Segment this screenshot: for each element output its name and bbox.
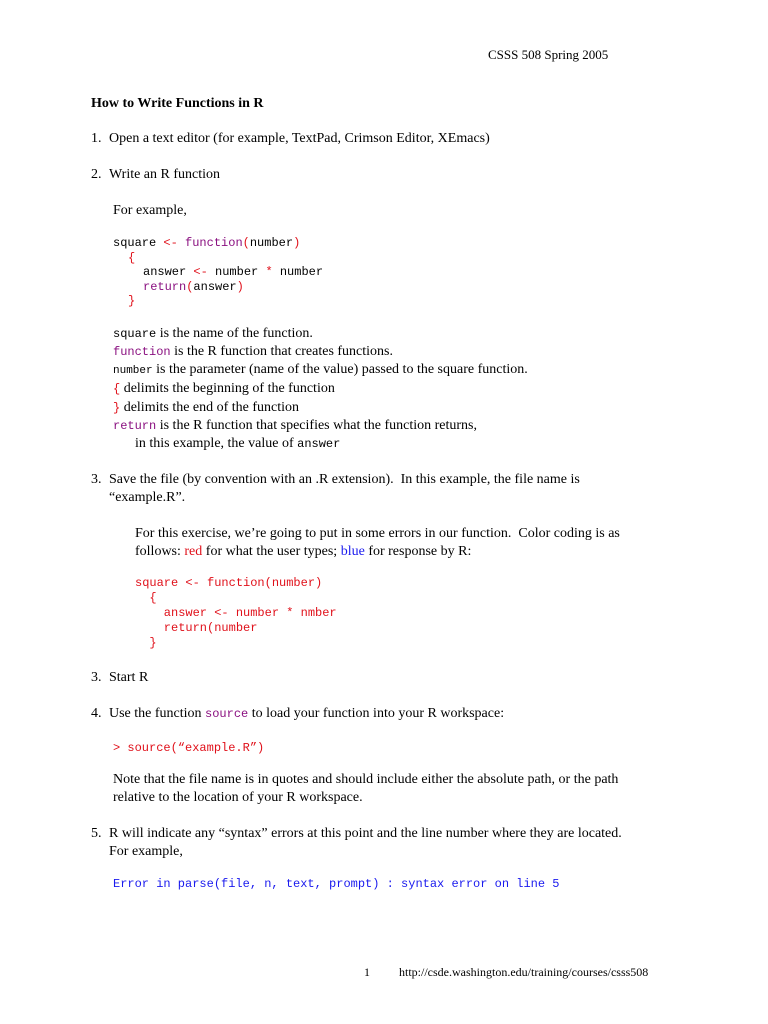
note-text: delimits the end of the function (120, 400, 300, 415)
code-arrow-2: <- (193, 265, 208, 279)
note-code: square (113, 327, 157, 341)
code-number: number (207, 265, 266, 279)
code-function-keyword: function (177, 236, 243, 250)
erroneous-code-block (135, 576, 337, 651)
step-1-text: Open a text editor (for example, TextPad, Crimson Editor, XEmacs) (109, 131, 490, 146)
code-multiply: * (265, 265, 273, 279)
step-4-source-code: source (205, 707, 249, 721)
note-text: is the parameter (name of the value) passed to the square function. (152, 362, 528, 377)
exercise-blue-word: blue (340, 544, 365, 559)
step-4-text-b: to load your function into your R workspace: (248, 706, 505, 721)
note-text: is the R function that specifies what the function returns, (156, 418, 477, 433)
note-text: is the name of the function. (156, 326, 313, 341)
code-close-brace: } (128, 294, 136, 308)
step-2-for-example: For example, (113, 203, 187, 218)
step-3-line-2: “example.R”. (109, 490, 186, 505)
code-line-4 (143, 278, 244, 296)
note-text: delimits the beginning of the function (120, 381, 335, 396)
step-4-note-line-1: Note that the file name is in quotes and should include either the absolute path, or the path (113, 772, 619, 787)
code-paren-open: ( (242, 236, 250, 250)
note-code: { (113, 382, 121, 396)
erroneous-code-line: } (135, 636, 157, 650)
note-open-brace (113, 380, 335, 398)
note-return (113, 417, 477, 435)
note-code: return (113, 419, 157, 433)
step-4-text (109, 705, 504, 723)
page-title: How to Write Functions in R (91, 96, 264, 111)
code-return-arg: answer (193, 280, 237, 294)
note-tail-code: answer (297, 437, 341, 451)
exercise-text-c: for response by R: (364, 544, 472, 559)
exercise-text-a: follows: (135, 544, 185, 559)
code-number-2: number (272, 265, 324, 279)
step-3b-text: Start R (109, 670, 149, 685)
step-5-number: 5. (91, 826, 102, 841)
step-4-number: 4. (91, 706, 102, 721)
exercise-red-word: red (184, 544, 203, 559)
code-square: square (113, 236, 164, 250)
note-code: } (113, 401, 121, 415)
erroneous-code-line: answer <- number * nmber (135, 606, 337, 620)
code-return-open: ( (186, 280, 194, 294)
exercise-text-b: for what the user types; (202, 544, 341, 559)
step-4-note-line-2: relative to the location of your R workspace. (113, 790, 363, 805)
step-5-line-2: For example, (109, 844, 183, 859)
code-answer: answer (143, 265, 194, 279)
step-4-text-a: Use the function (109, 706, 206, 721)
step-2-number: 2. (91, 167, 102, 182)
erroneous-code-line: square <- function(number) (135, 576, 323, 590)
code-paren-close: ) (293, 236, 301, 250)
syntax-error-message: Error in parse(file, n, text, prompt) : syntax error on line 5 (113, 877, 560, 891)
code-arrow: <- (163, 236, 178, 250)
erroneous-code-line: { (135, 591, 157, 605)
step-3-number: 3. (91, 472, 102, 487)
note-tail-text: in this example, the value of (135, 436, 298, 451)
step-3-line-1: Save the file (by convention with an .R extension). In this example, the file name is (109, 472, 580, 487)
note-square (113, 325, 313, 343)
step-5-line-1: R will indicate any “syntax” errors at this point and the line number where they are located. (109, 826, 622, 841)
step-2-text: Write an R function (109, 167, 221, 182)
note-number (113, 361, 528, 380)
code-open-brace: { (128, 251, 136, 265)
exercise-line-1: For this exercise, we’re going to put in some errors in our function. Color coding is as (135, 526, 620, 541)
note-code: number (113, 365, 153, 377)
code-number-arg: number (249, 236, 294, 250)
step-3b-number: 3. (91, 670, 102, 685)
note-function (113, 343, 393, 361)
erroneous-code-line: return(number (135, 621, 258, 635)
note-return-tail (135, 435, 340, 453)
code-return-keyword: return (143, 280, 187, 294)
code-line-1 (113, 234, 300, 252)
note-text: is the R function that creates functions. (170, 344, 393, 359)
code-return-close: ) (236, 280, 244, 294)
step-1-number: 1. (91, 131, 102, 146)
source-command: > source(“example.R”) (113, 741, 265, 755)
note-code: function (113, 345, 171, 359)
course-header: CSSS 508 Spring 2005 (488, 47, 609, 62)
footer-url: http://csde.washington.edu/training/courses/csss508 (399, 965, 649, 979)
note-close-brace (113, 399, 299, 417)
exercise-line-2 (135, 543, 471, 561)
page-number: 1 (364, 965, 370, 979)
